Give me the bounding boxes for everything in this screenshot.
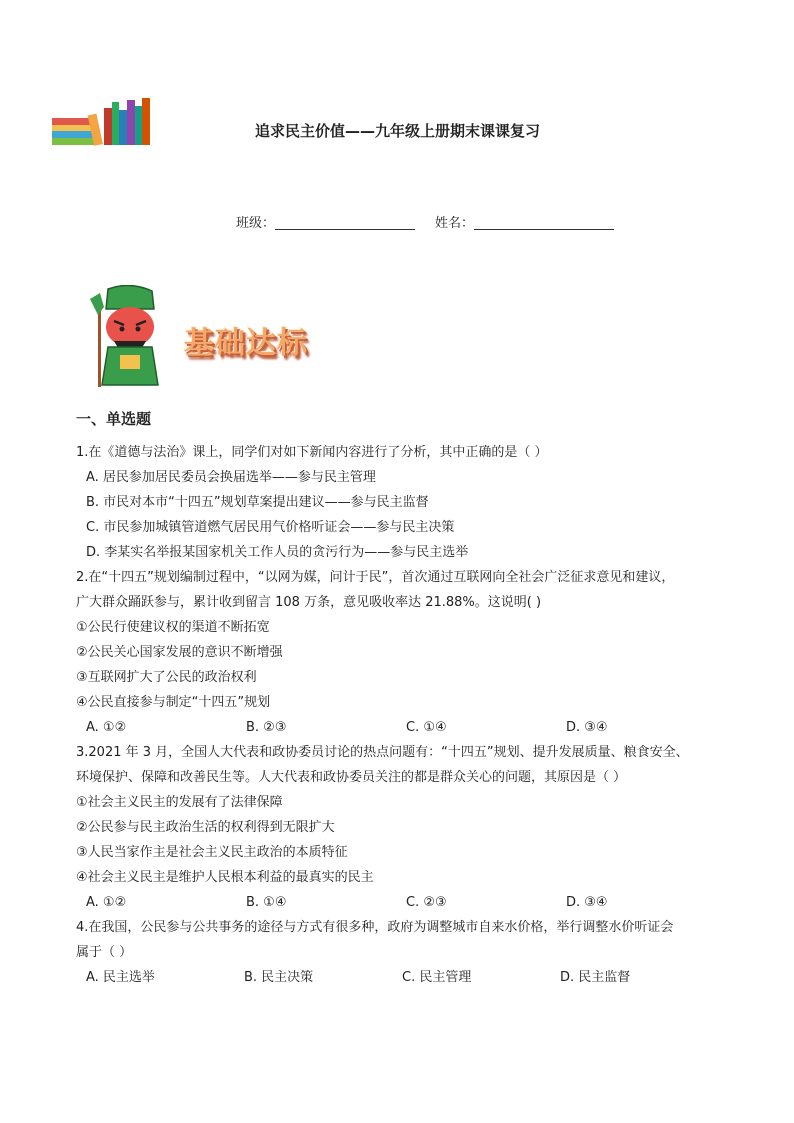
- question-stem: 4.在我国，公民参与公共事务的途径与方式有很多种，政府为调整城市自来水价格，举行调整水价听证会: [76, 920, 674, 935]
- option-a[interactable]: A. 民主选举: [86, 970, 155, 985]
- option-d[interactable]: D. ③④: [566, 895, 608, 910]
- question-stem: 1.在《道德与法治》课上，同学们对如下新闻内容进行了分析，其中正确的是（ ）: [76, 445, 548, 460]
- options-row: [76, 715, 726, 740]
- section-title: 一、单选题: [76, 410, 152, 428]
- option-c[interactable]: C. ①④: [406, 720, 447, 735]
- option-b[interactable]: B. ②③: [246, 720, 287, 735]
- option-d[interactable]: D. 民主监督: [560, 970, 631, 985]
- question-stem-cont: 环境保护、保障和改善民生等。人大代表和政协委员关注的都是群众关心的问题，其原因是（ ）: [76, 770, 627, 785]
- question-3: [76, 740, 726, 915]
- option-b[interactable]: B. 民主决策: [244, 970, 314, 985]
- statement-3: ③人民当家作主是社会主义民主政治的本质特征: [76, 845, 348, 860]
- option-b[interactable]: B. ①④: [246, 895, 287, 910]
- question-1: [76, 440, 726, 565]
- statement-1: ①社会主义民主的发展有了法律保障: [76, 795, 283, 810]
- statement-1: ①公民行使建议权的渠道不断拓宽: [76, 620, 270, 635]
- page-title: 追求民主价值——九年级上册期末课课复习: [255, 122, 541, 140]
- option-c[interactable]: C. 市民参加城镇管道燃气居民用气价格听证会——参与民主决策: [86, 520, 455, 535]
- options-row: [76, 965, 726, 990]
- options-row: [76, 890, 726, 915]
- statement-3: ③互联网扩大了公民的政治权利: [76, 670, 257, 685]
- option-a[interactable]: A. 居民参加居民委员会换届选举——参与民主管理: [86, 470, 376, 485]
- option-d[interactable]: D. ③④: [566, 720, 608, 735]
- option-b[interactable]: B. 市民对本市“十四五”规划草案提出建议——参与民主监督: [86, 495, 429, 510]
- question-4: [76, 915, 726, 990]
- option-a[interactable]: A. ①②: [86, 895, 127, 910]
- question-stem: 2.在“十四五”规划编制过程中，“以网为媒，问计于民”，首次通过互联网向全社会广泛征求意见和建议，: [76, 570, 675, 585]
- option-c[interactable]: C. 民主管理: [402, 970, 472, 985]
- question-list: [76, 440, 726, 990]
- name-label: 姓名：: [435, 216, 475, 231]
- option-a[interactable]: A. ①②: [86, 720, 127, 735]
- name-blank[interactable]: [474, 215, 614, 230]
- class-blank[interactable]: [275, 215, 415, 230]
- statement-2: ②公民参与民主政治生活的权利得到无限扩大: [76, 820, 335, 835]
- statement-4: ④社会主义民主是维护人民根本利益的最真实的民主: [76, 870, 374, 885]
- question-2: [76, 565, 726, 740]
- statement-2: ②公民关心国家发展的意识不断增强: [76, 645, 283, 660]
- question-stem-cont: 属于（ ）: [76, 945, 133, 960]
- class-label: 班级：: [236, 216, 276, 231]
- option-c[interactable]: C. ②③: [406, 895, 447, 910]
- books-icon: [50, 96, 152, 146]
- question-stem-cont: 广大群众踊跃参与，累计收到留言 108 万条，意见吸收率达 21.88%。这说明( ): [76, 595, 542, 610]
- option-d[interactable]: D. 李某实名举报某国家机关工作人员的贪污行为——参与民主选举: [86, 545, 469, 560]
- statement-4: ④公民直接参与制定“十四五”规划: [76, 695, 271, 710]
- question-stem: 3.2021 年 3 月，全国人大代表和政协委员讨论的热点问题有：“十四五”规划、提升发展质量、粮食安全、: [76, 745, 689, 760]
- mascot-icon: [80, 285, 178, 389]
- student-info: [236, 212, 614, 231]
- section-banner: 基础达标: [184, 326, 308, 361]
